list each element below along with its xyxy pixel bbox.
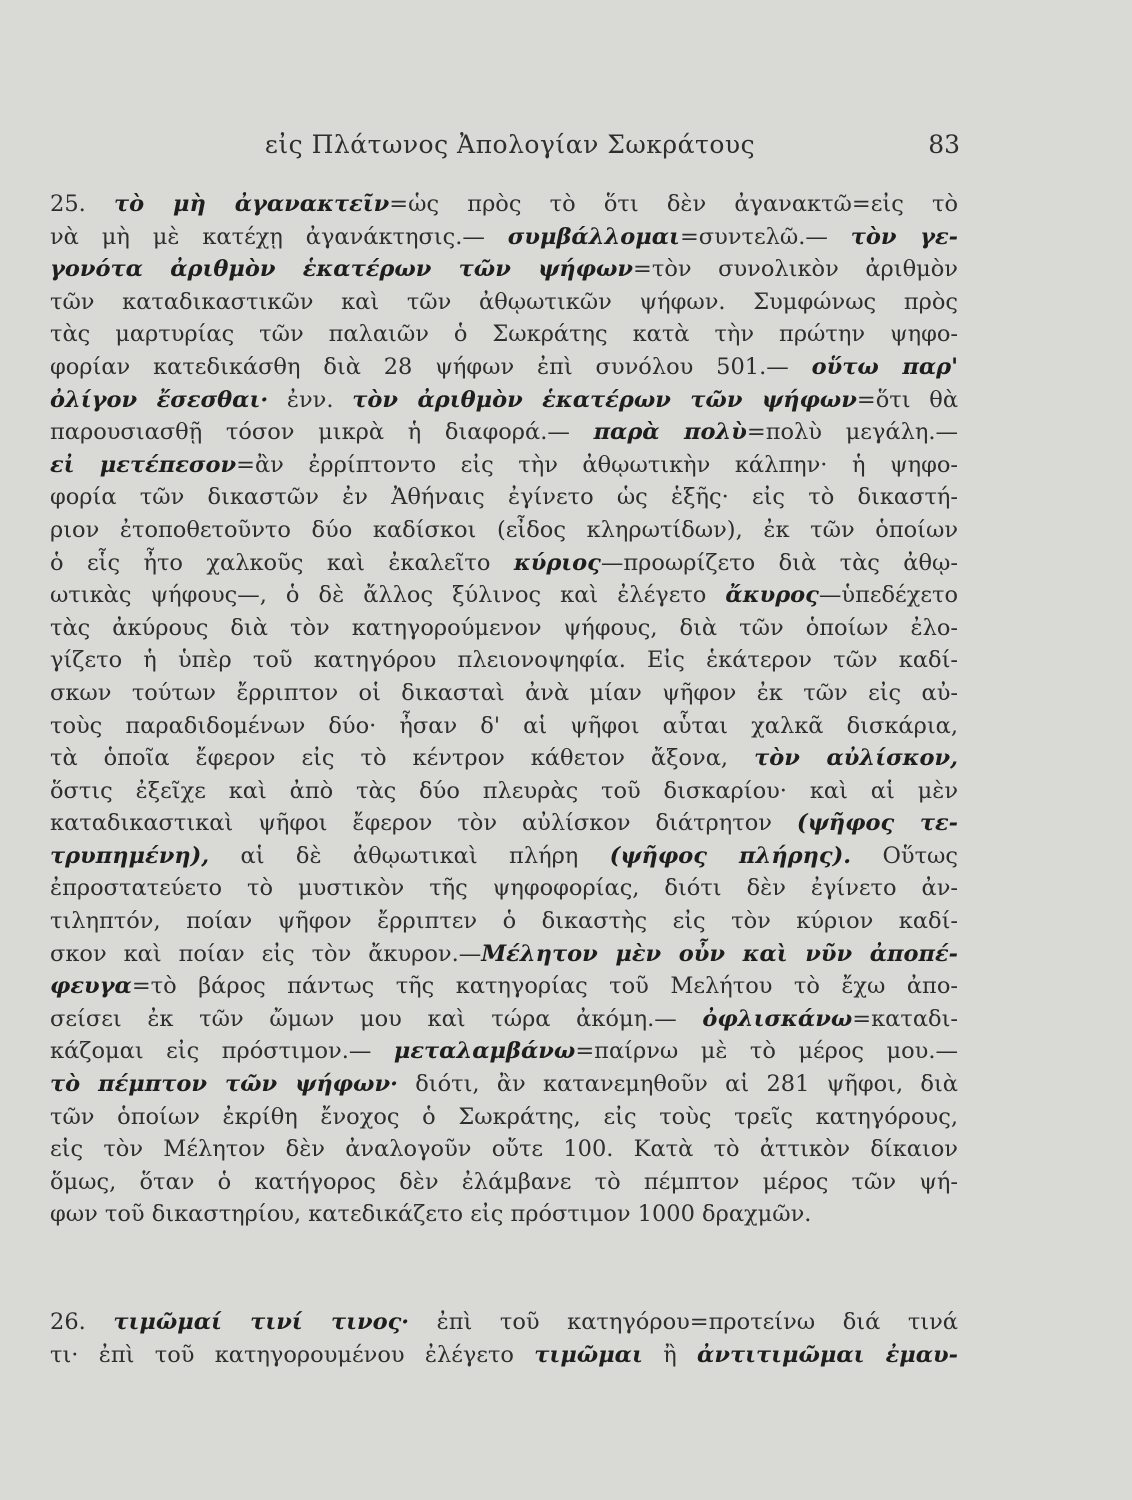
text-line — [50, 1198, 958, 1231]
gloss-text: =ὡς πρὸς τὸ ὅτι δὲν ἀγανακτῶ=εἰς τὸ — [389, 191, 958, 217]
gloss-text: τιληπτόν, ποίαν ψῆφον ἔρριπτεν ὁ δικαστὴς εἰς τὸν κύριον καδί- — [50, 908, 958, 935]
lemma: εἰ μετέπεσον — [50, 451, 237, 478]
text-line — [50, 547, 958, 580]
lemma: ὀφλισκάνω — [702, 1005, 853, 1032]
text-line — [50, 481, 958, 514]
text-line — [50, 807, 958, 840]
gloss-text: παρουσιασθῇ τόσον μικρὰ ἡ διαφορά.— — [50, 419, 594, 446]
text-line — [50, 416, 958, 449]
text-line — [50, 1035, 958, 1068]
lemma: (ψῆφος τε- — [796, 810, 958, 837]
gloss-text: =ἂν ἐρρίπτοντο εἰς τὴν ἀθῳωτικὴν κάλπην· ἡ ψηφο- — [236, 451, 958, 478]
gloss-text: —προωρίζετο διὰ τὰς ἀθῳ- — [600, 549, 958, 576]
note-number: 26. — [50, 1309, 114, 1335]
gloss-text: τοὺς παραδιδομένων δύο· ἦσαν δ' αἱ ψῆφοι αὗται χαλκᾶ δισκάρια, — [50, 712, 958, 739]
gloss-text: τὰς ἀκύρους διὰ τὸν κατηγορούμενον ψήφους, διὰ τῶν ὁποίων ἐλο- — [50, 614, 958, 641]
gloss-text: =καταδι- — [852, 1005, 958, 1032]
text-line — [50, 905, 958, 938]
gloss-text: τῶν ὁποίων ἐκρίθη ἔνοχος ὁ Σωκράτης, εἰς τοὺς τρεῖς κατηγόρους, — [50, 1103, 958, 1130]
text-line — [50, 644, 958, 677]
gloss-text: φων τοῦ δικαστηρίου, κατεδικάζετο εἰς πρόστιμον 1000 δραχμῶν. — [50, 1201, 812, 1228]
gloss-text: =τὸν συνολικὸν ἀριθμὸν — [633, 256, 958, 283]
note-number: 25. — [50, 191, 114, 217]
text-line — [50, 1166, 958, 1199]
text-line — [50, 514, 958, 547]
lemma: τὸ μὴ ἀγανακτεῖν — [113, 191, 390, 217]
text-line — [50, 1003, 958, 1036]
lemma: γονότα ἀριθμὸν ἑκατέρων τῶν ψήφων — [50, 256, 634, 283]
gloss-text: ἐπροστατεύετο τὸ μυστικὸν τῆς ψηφοφορίας, διότι δὲν ἐγίνετο ἀν- — [50, 875, 958, 902]
text-line — [50, 286, 958, 319]
text-line — [50, 742, 958, 775]
gloss-text: =παίρνω μὲ τὸ μέρος μου.— — [575, 1038, 958, 1065]
lemma: φευγα — [50, 973, 132, 1000]
gloss-text: Οὕτως — [851, 842, 958, 869]
gloss-text: νὰ μὴ μὲ κατέχῃ ἀγανάκτησις.— — [50, 223, 508, 250]
gloss-text: —ὑπεδέχετο — [818, 582, 958, 609]
lemma: συμβάλλομαι — [507, 223, 680, 250]
text-line — [50, 318, 958, 351]
gloss-text: τὰ ὁποῖα ἔφερον εἰς τὸ κέντρον κάθετον ἄξονα, — [50, 745, 755, 772]
text-line — [50, 1306, 958, 1339]
gloss-text: ἐπὶ τοῦ κατηγόρου=προτείνω διά τινά — [409, 1309, 958, 1335]
running-head — [0, 130, 1132, 170]
text-line — [50, 351, 958, 384]
lemma: ἄκυρος — [725, 582, 819, 609]
text-line — [50, 840, 958, 873]
gloss-text: καταδικαστικαὶ ψῆφοι ἔφερον τὸν αὐλίσκον διάτρητον — [50, 810, 797, 837]
lemma: τὸ πέμπτον τῶν ψήφων· — [50, 1071, 398, 1098]
text-line — [50, 188, 958, 221]
lemma: παρὰ πολὺ — [593, 419, 747, 446]
lemma: οὕτω παρ' — [811, 353, 958, 380]
gloss-text: =τὸ βάρος πάντως τῆς κατηγορίας τοῦ Μελήτου τὸ ἔχω ἀπο- — [131, 973, 958, 1000]
commentary-note-25 — [50, 188, 958, 1231]
lemma: τὸν γε- — [850, 223, 958, 250]
gloss-text: =πολὺ μεγάλη.— — [746, 419, 958, 446]
gloss-text: φορίαν κατεδικάσθη διὰ 28 ψήφων ἐπὶ συνόλου 501.— — [50, 353, 812, 380]
gloss-text: αἱ δὲ ἀθῳωτικαὶ πλήρη — [209, 842, 610, 869]
gloss-text: τι· ἐπὶ τοῦ κατηγορουμένου ἐλέγετο — [50, 1341, 535, 1368]
text-line — [50, 579, 958, 612]
gloss-text: ὅμως, ὅταν ὁ κατήγορος δὲν ἐλάμβανε τὸ πέμπτον μέρος τῶν ψή- — [50, 1168, 958, 1195]
text-line — [50, 970, 958, 1003]
running-title: εἰς Πλάτωνος Ἀπολογίαν Σωκράτους — [264, 130, 756, 159]
gloss-text: εἰς τὸν Μέλητον δὲν ἀναλογοῦν οὔτε 100. Κατὰ τὸ ἀττικὸν δίκαιον — [50, 1136, 958, 1163]
text-line — [50, 938, 958, 971]
text-line — [50, 384, 958, 417]
gloss-text: τὰς μαρτυρίας τῶν παλαιῶν ὁ Σωκράτης κατὰ τὴν πρώτην ψηφο- — [50, 321, 958, 348]
text-line — [50, 1101, 958, 1134]
gloss-text: ριον ἐτοποθετοῦντο δύο καδίσκοι (εἶδος κληρωτίδων), ἐκ τῶν ὁποίων — [50, 516, 958, 543]
gloss-text: ωτικὰς ψήφους—, ὁ δὲ ἄλλος ξύλινος καὶ ἐλέγετο — [50, 582, 726, 609]
text-line — [50, 710, 958, 743]
gloss-text: τῶν καταδικαστικῶν καὶ τῶν ἀθῳωτικῶν ψήφων. Συμφώνως πρὸς — [50, 288, 958, 315]
lemma: τιμῶμαι — [534, 1341, 643, 1368]
text-line — [50, 677, 958, 710]
text-line — [50, 1068, 958, 1101]
lemma: ἀντιτιμῶμαι ἐμαυ- — [697, 1341, 958, 1368]
gloss-text: σκον καὶ ποίαν εἰς τὸν ἄκυρον.— — [50, 940, 482, 967]
lemma: τὸν ἀριθμὸν ἑκατέρων τῶν ψήφων — [352, 386, 857, 413]
lemma: (ψῆφος πλήρης). — [609, 842, 852, 869]
lemma: Μέλητον μὲν οὖν καὶ νῦν ἀποπέ- — [481, 940, 958, 967]
lemma: τρυπημένη), — [50, 842, 210, 869]
text-line — [50, 612, 958, 645]
gloss-text: ὁ εἷς ἦτο χαλκοῦς καὶ ἐκαλεῖτο — [50, 549, 514, 576]
gloss-text: ὅστις ἐξεῖχε καὶ ἀπὸ τὰς δύο πλευρὰς τοῦ δισκαρίου· καὶ αἱ μὲν — [50, 777, 958, 804]
gloss-text: ἢ — [642, 1341, 698, 1368]
gloss-text: γίζετο ἡ ὑπὲρ τοῦ κατηγόρου πλειονοψηφία. Εἰς ἑκάτερον τῶν καδί- — [50, 647, 958, 674]
page-number: 83 — [928, 130, 960, 159]
gloss-text: σείσει ἐκ τῶν ὤμων μου καὶ τώρα ἀκόμη.— — [50, 1005, 703, 1032]
lemma: τὸν αὐλίσκον, — [754, 745, 958, 772]
gloss-text: διότι, ἂν κατανεμηθοῦν αἱ 281 ψῆφοι, διὰ — [397, 1071, 958, 1098]
gloss-text: =ὅτι θὰ — [856, 386, 958, 413]
lemma: μεταλαμβάνω — [393, 1038, 576, 1065]
gloss-text: ἐνν. — [268, 386, 353, 413]
gloss-text: =συντελῶ.— — [679, 223, 851, 250]
gloss-text: σκων τούτων ἔρριπτον οἱ δικασταὶ ἀνὰ μίαν ψῆφον ἐκ τῶν εἰς αὐ- — [50, 679, 958, 706]
lemma: τιμῶμαί τινί τινος· — [113, 1309, 410, 1335]
commentary-note-26 — [50, 1306, 958, 1371]
text-line — [50, 253, 958, 286]
text-line — [50, 449, 958, 482]
text-line — [50, 1339, 958, 1372]
text-line — [50, 872, 958, 905]
lemma: κύριος — [513, 549, 601, 576]
lemma: ὀλίγον ἔσεσθαι· — [50, 386, 269, 413]
text-line — [50, 775, 958, 808]
gloss-text: κάζομαι εἰς πρόστιμον.— — [50, 1038, 394, 1065]
text-line — [50, 221, 958, 254]
text-line — [50, 1133, 958, 1166]
gloss-text: φορία τῶν δικαστῶν ἐν Ἀθήναις ἐγίνετο ὡς ἑξῆς· εἰς τὸ δικαστή- — [50, 484, 958, 511]
